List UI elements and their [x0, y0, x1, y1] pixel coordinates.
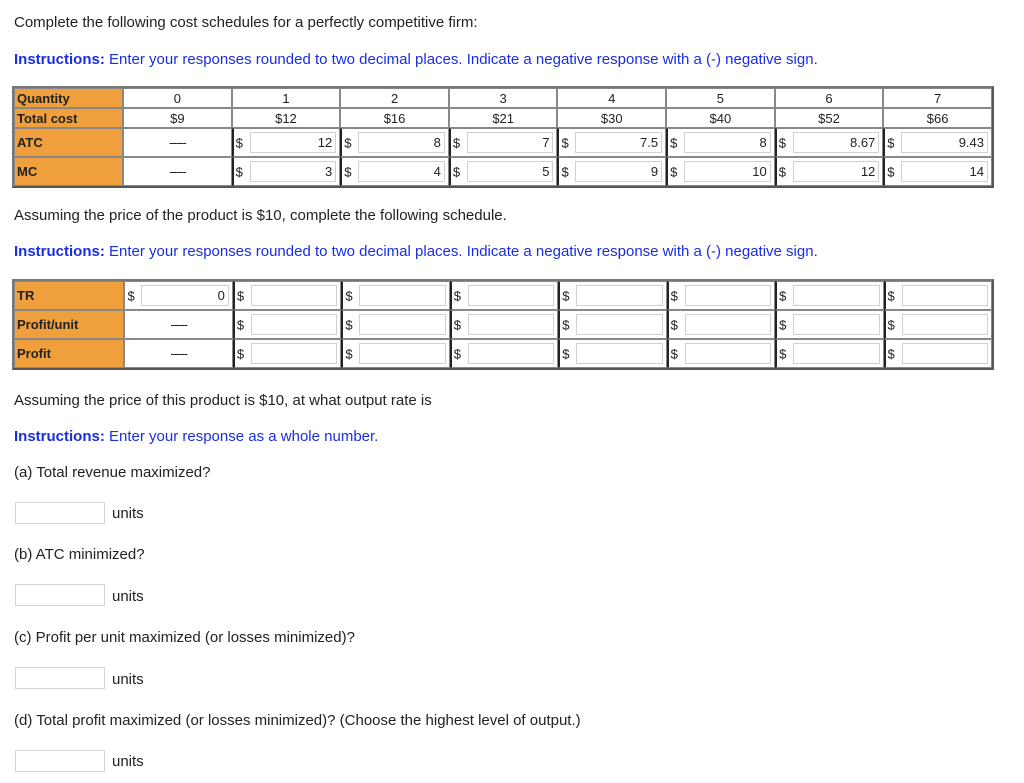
tr-input[interactable] [359, 285, 445, 306]
profit-unit-row [14, 310, 992, 339]
dollar-sign: $ [670, 164, 678, 179]
tr-cell [667, 281, 775, 310]
profit-cell [775, 339, 883, 368]
mc-cell [883, 157, 992, 186]
total-cost-cell: $9 [123, 108, 232, 128]
dollar-sign: $ [235, 164, 243, 179]
dollar-sign: $ [887, 164, 895, 179]
mc-input[interactable]: 12 [793, 161, 880, 182]
profit-unit-cell-empty: ----- [124, 310, 232, 339]
profit-unit-cell [558, 310, 666, 339]
profit-unit-cell [341, 310, 449, 339]
total-cost-row [14, 108, 992, 128]
profit-unit-cell [775, 310, 883, 339]
atc-cell [883, 128, 992, 157]
profit-input[interactable] [793, 343, 879, 364]
question-b-label: (b) ATC minimized? [14, 546, 145, 563]
atc-cell [449, 128, 558, 157]
question-d-label: (d) Total profit maximized (or losses minimized)? (Choose the highest level of output.) [14, 712, 581, 729]
dollar-sign: $ [670, 346, 678, 361]
dollar-sign: $ [670, 288, 678, 303]
row-label-quantity: Quantity [14, 88, 123, 108]
mc-cell [340, 157, 449, 186]
tr-cell [341, 281, 449, 310]
quantity-cell: 4 [557, 88, 666, 108]
row-label-total-cost: Total cost [14, 108, 123, 128]
dollar-sign: $ [344, 164, 352, 179]
mc-cell [449, 157, 558, 186]
total-cost-cell: $12 [232, 108, 341, 128]
profit-row [14, 339, 992, 368]
intro-text: Complete the following cost schedules for a perfectly competitive firm: [14, 14, 478, 31]
dollar-sign: $ [235, 135, 243, 150]
dollar-sign: $ [778, 135, 786, 150]
profit-unit-input[interactable] [251, 314, 337, 335]
profit-unit-cell [884, 310, 993, 339]
profit-unit-input[interactable] [468, 314, 554, 335]
profit-input[interactable] [468, 343, 554, 364]
profit-cell [884, 339, 993, 368]
question-d-input[interactable] [15, 750, 105, 772]
dollar-sign: $ [453, 288, 461, 303]
mc-cell [666, 157, 775, 186]
instructions-decimal-2: Instructions: Enter your responses rounded to two decimal places. Indicate a negative response with a (-) negative sign. [14, 243, 818, 260]
profit-cell [341, 339, 449, 368]
atc-cell [232, 128, 341, 157]
quantity-cell: 0 [123, 88, 232, 108]
question-c-input[interactable] [15, 667, 105, 689]
revenue-schedule-table [12, 279, 994, 370]
profit-unit-input[interactable] [359, 314, 445, 335]
profit-unit-input[interactable] [576, 314, 662, 335]
output-prompt: Assuming the price of this product is $10, at what output rate is [14, 392, 432, 409]
tr-input[interactable] [468, 285, 554, 306]
quantity-row [14, 88, 992, 108]
mc-input[interactable]: 10 [684, 161, 771, 182]
quantity-cell: 3 [449, 88, 558, 108]
dollar-sign: $ [345, 317, 353, 332]
mc-cell [775, 157, 884, 186]
dollar-sign: $ [779, 288, 787, 303]
mc-input[interactable]: 14 [901, 161, 988, 182]
dollar-sign: $ [127, 288, 135, 303]
profit-input[interactable] [685, 343, 771, 364]
dollar-sign: $ [236, 288, 245, 303]
atc-row [14, 128, 992, 157]
profit-unit-input[interactable] [793, 314, 879, 335]
profit-input[interactable] [902, 343, 989, 364]
row-label-profit: Profit [14, 339, 124, 368]
profit-unit-cell [667, 310, 775, 339]
tr-row [14, 281, 992, 310]
row-label-tr: TR [14, 281, 124, 310]
question-c-unit: units [112, 671, 144, 688]
instructions-decimal-1: Instructions: Enter your responses rounded to two decimal places. Indicate a negative response with a (-) negative sign. [14, 51, 818, 68]
dollar-sign: $ [670, 135, 678, 150]
atc-cell-empty: ----- [123, 128, 232, 157]
row-label-profit-unit: Profit/unit [14, 310, 124, 339]
tr-cell [450, 281, 558, 310]
instructions-whole: Instructions: Enter your response as a whole number. [14, 428, 379, 445]
tr-input[interactable]: 0 [141, 285, 228, 306]
atc-cell [666, 128, 775, 157]
tr-input[interactable] [793, 285, 879, 306]
dollar-sign: $ [453, 346, 461, 361]
row-label-atc: ATC [14, 128, 123, 157]
atc-input[interactable]: 12 [250, 132, 337, 153]
atc-input[interactable]: 9.43 [901, 132, 988, 153]
dollar-sign: $ [236, 346, 245, 361]
total-cost-cell: $40 [666, 108, 775, 128]
price-prompt: Assuming the price of the product is $10, complete the following schedule. [14, 207, 507, 224]
atc-input[interactable]: 8 [684, 132, 771, 153]
profit-unit-cell [450, 310, 558, 339]
tr-cell [884, 281, 993, 310]
dollar-sign: $ [670, 317, 678, 332]
quantity-cell: 2 [340, 88, 449, 108]
atc-cell [340, 128, 449, 157]
dollar-sign: $ [778, 164, 786, 179]
dollar-sign: $ [453, 317, 461, 332]
dollar-sign: $ [561, 135, 569, 150]
mc-input[interactable]: 5 [467, 161, 554, 182]
mc-cell [232, 157, 341, 186]
tr-cell [558, 281, 666, 310]
dollar-sign: $ [562, 288, 570, 303]
question-c-label: (c) Profit per unit maximized (or losses minimized)? [14, 629, 355, 646]
dollar-sign: $ [452, 135, 461, 150]
profit-unit-cell [233, 310, 341, 339]
mc-cell-empty: ----- [123, 157, 232, 186]
question-b-input[interactable] [15, 584, 105, 606]
cost-schedule-table [12, 86, 994, 188]
tr-input[interactable] [685, 285, 771, 306]
profit-cell [450, 339, 558, 368]
dollar-sign: $ [344, 135, 352, 150]
question-a-label: (a) Total revenue maximized? [14, 464, 211, 481]
quantity-cell: 5 [666, 88, 775, 108]
profit-cell [558, 339, 666, 368]
atc-cell [775, 128, 884, 157]
atc-cell [557, 128, 666, 157]
question-a-input[interactable] [15, 502, 105, 524]
dollar-sign: $ [236, 317, 245, 332]
mc-input[interactable]: 3 [250, 161, 337, 182]
mc-input[interactable]: 4 [358, 161, 445, 182]
tr-cell [775, 281, 883, 310]
quantity-cell: 7 [883, 88, 992, 108]
total-cost-cell: $52 [775, 108, 884, 128]
mc-cell [557, 157, 666, 186]
dollar-sign: $ [887, 135, 895, 150]
tr-cell [124, 281, 232, 310]
total-cost-cell: $21 [449, 108, 558, 128]
question-b-unit: units [112, 588, 144, 605]
mc-row [14, 157, 992, 186]
dollar-sign: $ [345, 346, 353, 361]
total-cost-cell: $30 [557, 108, 666, 128]
total-cost-cell: $66 [883, 108, 992, 128]
dollar-sign: $ [561, 164, 569, 179]
tr-input[interactable] [576, 285, 662, 306]
profit-cell-empty: ----- [124, 339, 232, 368]
dollar-sign: $ [345, 288, 353, 303]
profit-input[interactable] [576, 343, 662, 364]
total-cost-cell: $16 [340, 108, 449, 128]
question-d-unit: units [112, 753, 144, 770]
dollar-sign: $ [887, 288, 895, 303]
row-label-mc: MC [14, 157, 123, 186]
profit-cell [667, 339, 775, 368]
atc-input[interactable]: 8.67 [793, 132, 880, 153]
profit-input[interactable] [251, 343, 337, 364]
atc-input[interactable]: 7 [467, 132, 554, 153]
quantity-cell: 6 [775, 88, 884, 108]
dollar-sign: $ [887, 346, 895, 361]
tr-input[interactable] [251, 285, 337, 306]
dollar-sign: $ [562, 346, 570, 361]
profit-input[interactable] [359, 343, 445, 364]
dollar-sign: $ [779, 317, 787, 332]
dollar-sign: $ [562, 317, 570, 332]
tr-input[interactable] [902, 285, 989, 306]
profit-unit-input[interactable] [685, 314, 771, 335]
dollar-sign: $ [887, 317, 895, 332]
atc-input[interactable]: 8 [358, 132, 445, 153]
dollar-sign: $ [452, 164, 461, 179]
tr-cell [233, 281, 341, 310]
atc-input[interactable]: 7.5 [575, 132, 662, 153]
question-a-unit: units [112, 505, 144, 522]
profit-cell [233, 339, 341, 368]
quantity-cell: 1 [232, 88, 341, 108]
mc-input[interactable]: 9 [575, 161, 662, 182]
profit-unit-input[interactable] [902, 314, 989, 335]
dollar-sign: $ [779, 346, 787, 361]
